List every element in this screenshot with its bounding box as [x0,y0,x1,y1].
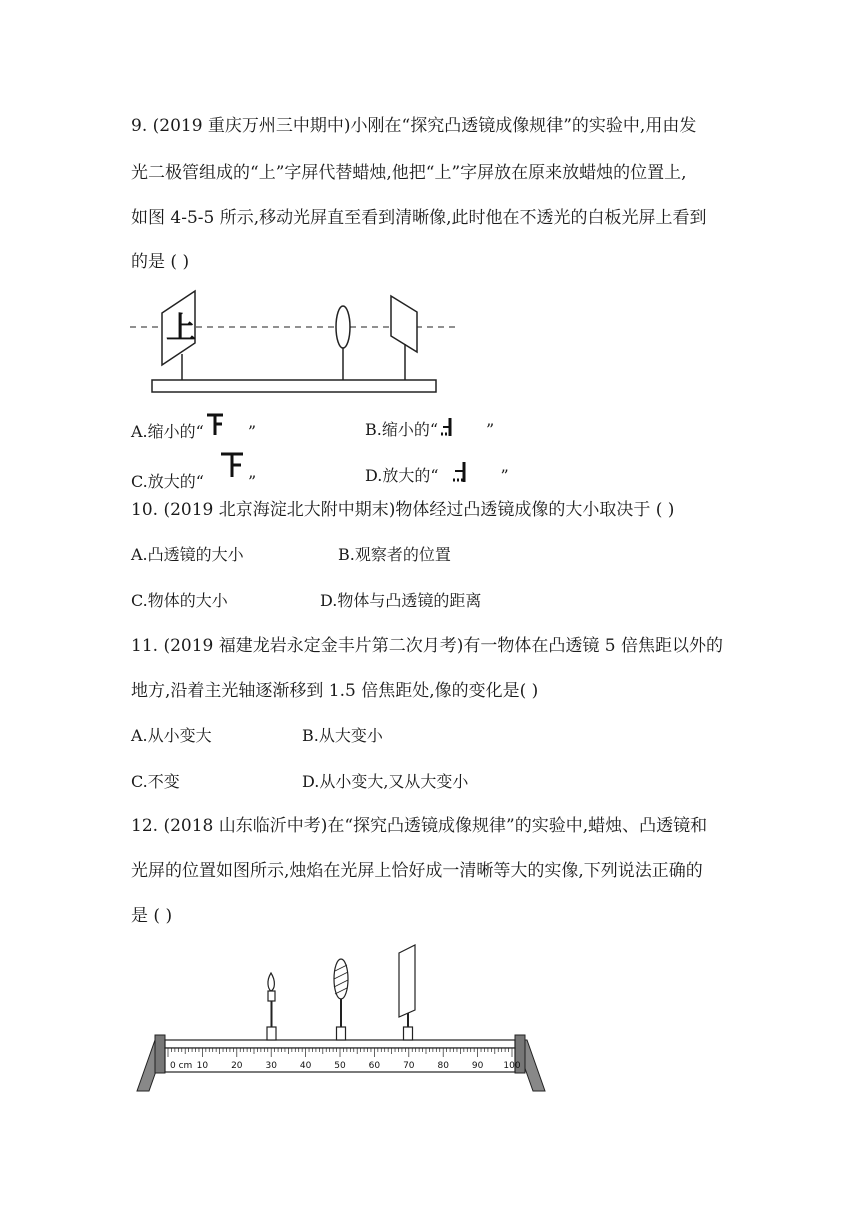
candle [267,973,276,1040]
ruler-label: 60 [368,1061,381,1071]
q9-option-a[interactable]: A.缩小的“ ” [131,413,256,443]
image-a-glyph [204,411,226,437]
ruler-label: 90 [471,1061,484,1071]
q10-option-a[interactable]: A.凸透镜的大小 [131,545,244,564]
q9-option-c[interactable]: C.放大的“ ” [131,457,256,493]
q11-option-b[interactable]: B.从大变小 [302,726,383,745]
candle-flame [268,973,274,991]
left-end-post [155,1035,165,1073]
image-d-glyph [449,460,471,484]
q11-option-d[interactable]: D.从小变大,又从大变小 [302,772,469,791]
q9-figure [125,288,465,398]
ruler-label: 0 cm [170,1061,193,1071]
inverted-char-image-b [438,413,486,441]
q10-option-d[interactable]: D.物体与凸透镜的距离 [320,591,482,610]
q11-option-a[interactable]: A.从小变大 [131,726,212,745]
q12-line-2: 光屏的位置如图所示,烛焰在光屏上恰好成一清晰等大的实像,下列说法正确的 [131,861,703,881]
optical-bench [152,380,436,392]
convex-lens [336,306,350,348]
image-c-glyph [218,449,246,479]
q12-line-3: 是 ( ) [131,906,173,926]
screen-char: 上 [166,312,196,345]
q10-option-c[interactable]: C.物体的大小 [131,591,228,610]
q9-line-1: 9. (2019 重庆万州三中期中)小刚在“探究凸透镜成像规律”的实验中,用由发 [131,116,697,136]
ruler-label: 50 [334,1061,346,1071]
q11-line-1: 11. (2019 福建龙岩永定金丰片第二次月考)有一物体在凸透镜 5 倍焦距以外的 [131,636,723,656]
q9-option-b[interactable]: B.缩小的“ ” [365,413,494,441]
q12-lens [334,959,348,999]
light-screen [391,296,417,352]
q9-line-4: 的是 ( ) [131,252,190,272]
q12-screen [399,945,415,1040]
ruler-label: 10 [196,1061,209,1071]
ruler-label: 100 [503,1061,521,1071]
inverted-char-image-d [439,457,501,487]
inverted-char-image-a [204,413,248,442]
ruler-label: 30 [265,1061,277,1071]
q11-option-c[interactable]: C.不变 [131,772,180,791]
screen-panel [399,945,415,1017]
q11-line-2: 地方,沿着主光轴逐渐移到 1.5 倍焦距处,像的变化是( ) [131,681,539,701]
q10-line: 10. (2019 北京海淀北大附中期末)物体经过凸透镜成像的大小取决于 ( ) [131,500,675,520]
inverted-char-image-c [204,457,248,493]
ruler-label: 70 [403,1061,415,1071]
bench-rail [165,1040,515,1048]
q12-figure [135,935,555,1095]
q9-line-2: 光二极管组成的“上”字屏代替蜡烛,他把“上”字屏放在原来放蜡烛的位置上, [131,163,687,183]
ruler-label: 80 [437,1061,449,1071]
q12-line-1: 12. (2018 山东临沂中考)在“探究凸透镜成像规律”的实验中,蜡烛、凸透镜和 [131,816,708,836]
q10-option-b[interactable]: B.观察者的位置 [338,545,451,564]
q9-option-d[interactable]: D.放大的“ ” [365,457,509,487]
ruler-label: 20 [231,1061,243,1071]
lens-holder [334,959,348,1040]
image-b-glyph [438,416,458,438]
q9-line-3: 如图 4-5-5 所示,移动光屏直至看到清晰像,此时他在不透光的白板光屏上看到 [131,208,707,228]
ruler-label: 40 [299,1061,312,1071]
candle-body [268,991,275,1001]
